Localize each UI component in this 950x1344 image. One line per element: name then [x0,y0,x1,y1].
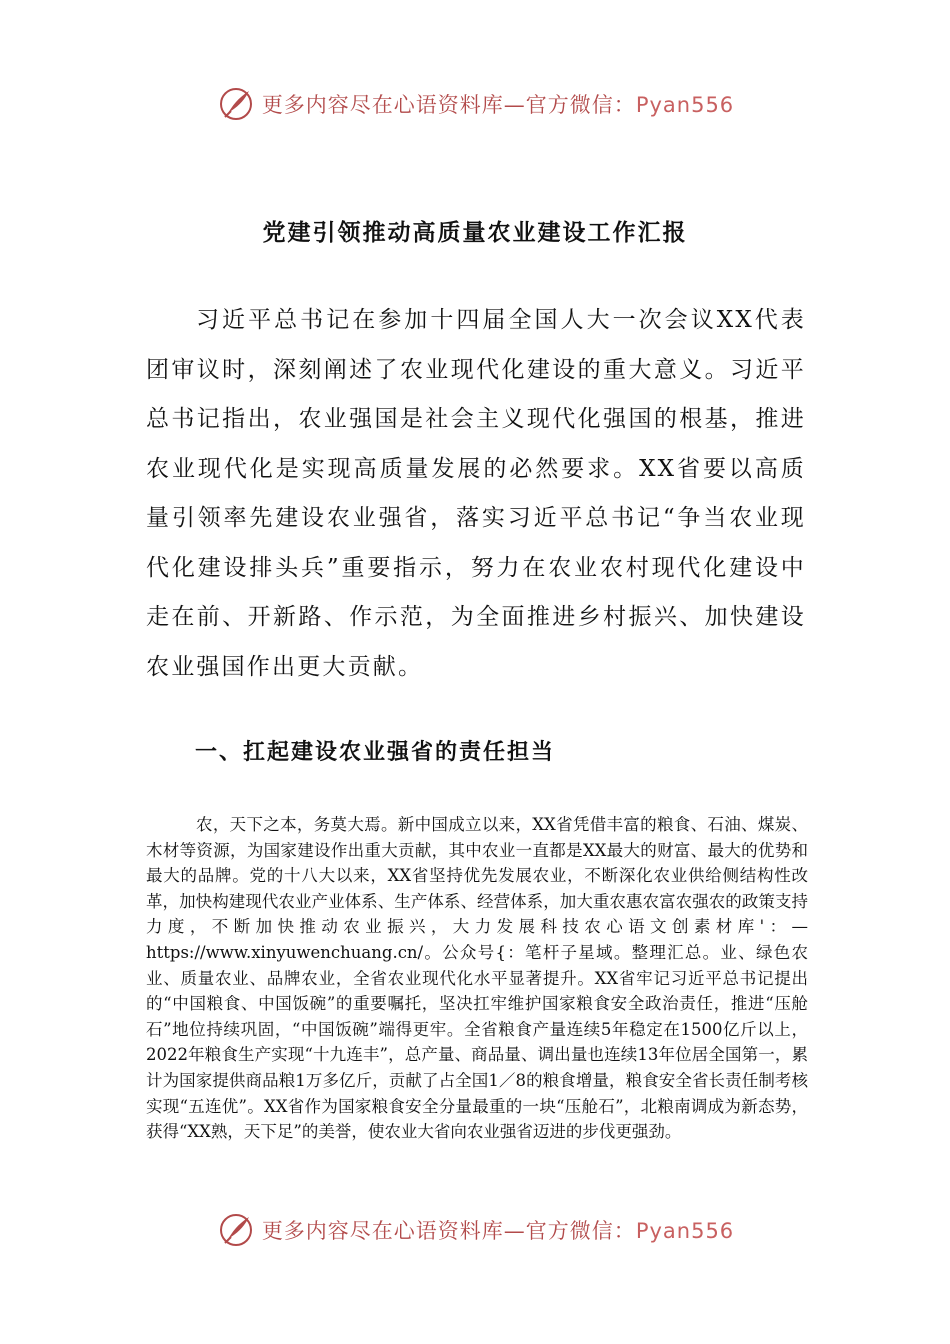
watermark-text: 更多内容尽在心语资料库—官方微信：Pyan556 [261,93,735,117]
intro-paragraph: 习近平总书记在参加十四届全国人大一次会议XX代表团审议时，深刻阐述了农业现代化建设的重大意义。习近平总书记指出，农业强国是社会主义现代化强国的根基，推进农业现代化是实现高质量发展的必然要求。XX省要以高质量引领率先建设农业强省，落实习近平总书记“争当农业现代化建设排头兵”重要指示，努力在农业农村现代化建设中走在前、开新路、作示范，为全面推进乡村振兴、加快建设农业强国作出更大贡献。 [146,307,806,680]
section-heading: 一、扛起建设农业强省的责任担当 [195,740,556,765]
watermark-wechat-id: Pyan556 [635,93,735,117]
watermark-header [0,82,950,126]
section-body-paragraph: 农，天下之本，务莫大焉。新中国成立以来，XX省凭借丰富的粮食、石油、煤炭、木材等资源，为国家建设作出重大贡献，其中农业一直都是XX最大的财富、最大的优势和最大的品牌。党的十八大以来，XX省坚持优先发展农业，不断深化农业供给侧结构性改革，加快构建现代农业产业体系、生产体系、经营体系，加大重农惠农富农强农的政策支持力度，不断加快推动农业振兴，大力发展科技农心语文创素材库'：—https://www.xinyuwenchuang.cn/。公众号{：笔杆子星域。整理汇总。业、绿色农业、质量农业、品牌农业，全省农业现代化水平显著提升。XX省牢记习近平总书记提出的“中国粮食、中国饭碗”的重要嘱托，坚决扛牢维护国家粮食安全政治责任，推进“压舱石”地位持续巩固，“中国饭碗”端得更牢。全省粮食产量连续5年稳定在1500亿斤以上，2022年粮食生产实现“十九连丰”，总产量、商品量、调出量也连续13年位居全国第一，累计为国家提供商品粮1万多亿斤，贡献了占全国1／8的粮食增量，粮食安全省长责任制考核实现“五连优”。XX省作为国家粮食安全分量最重的一块“压舱石”，北粮南调成为新态势，获得“XX熟，天下足”的美誉，使农业大省向农业强省迈进的步伐更强劲。 [146,815,808,1142]
quill-logo-icon [216,84,256,124]
watermark-wechat-id: Pyan556 [635,1219,735,1243]
watermark-footer [0,1208,950,1252]
watermark-text: 更多内容尽在心语资料库—官方微信：Pyan556 [261,1219,735,1243]
quill-logo-icon [216,1210,256,1250]
document-title: 党建引领推动高质量农业建设工作汇报 [262,220,688,246]
